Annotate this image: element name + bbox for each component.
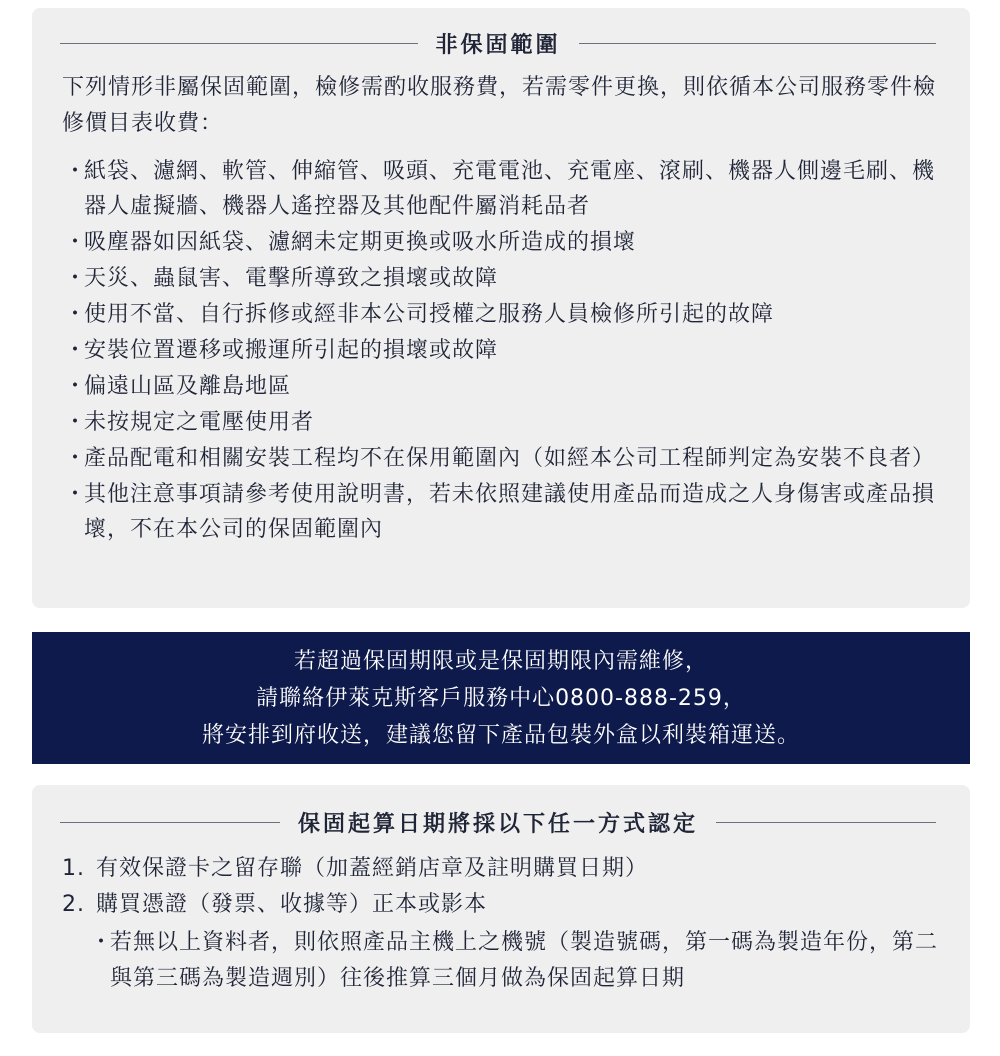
bullet-icon: ・ xyxy=(64,410,88,435)
warranty-start-note xyxy=(88,925,940,997)
warranty-start-panel xyxy=(32,785,970,1033)
exclusion-text: 安裝位置遷移或搬運所引起的損壞或故障 xyxy=(84,338,499,363)
warranty-start-list xyxy=(62,851,940,923)
banner-line: 若超過保固期限或是保固期限內需維修， xyxy=(293,648,708,674)
list-item xyxy=(62,851,940,887)
list-item xyxy=(62,887,940,923)
note-item xyxy=(88,925,940,997)
item-text: 購買憑證（發票、收據等）正本或影本 xyxy=(96,892,488,917)
header-rule-right xyxy=(716,822,936,823)
bullet-icon: ・ xyxy=(64,338,88,363)
exclusion-text: 天災、蟲鼠害、電擊所導致之損壞或故障 xyxy=(84,266,499,291)
bullet-icon: ・ xyxy=(64,482,88,507)
exclusion-text: 其他注意事項請參考使用說明書，若未依照建議使用產品而造成之人身傷害或產品損壞，不在本公司的保固範圍內 xyxy=(84,482,936,542)
item-text: 有效保證卡之留存聯（加蓋經銷店章及註明購買日期） xyxy=(96,856,649,881)
exclusions-header xyxy=(60,28,936,58)
exclusion-item xyxy=(62,441,940,476)
note-text: 若無以上資料者，則依照產品主機上之機號（製造號碼，第一碼為製造年份，第二與第三碼為製造週別）往後推算三個月做為保固起算日期 xyxy=(110,930,939,991)
exclusion-item xyxy=(62,333,940,368)
exclusions-panel xyxy=(32,8,970,608)
exclusion-text: 紙袋、濾網、軟管、伸縮管、吸頭、充電電池、充電座、滾刷、機器人側邊毛刷、機器人虛擬牆、機器人遙控器及其他配件屬消耗品者 xyxy=(84,159,936,219)
exclusion-item xyxy=(62,225,940,260)
exclusion-item xyxy=(62,297,940,332)
exclusion-item xyxy=(62,154,940,224)
warranty-start-title: 保固起算日期將採以下任一方式認定 xyxy=(298,811,699,837)
banner-line-phone: 請聯絡伊萊克斯客戶服務中心0800-888-259， xyxy=(256,685,746,711)
header-rule-left xyxy=(60,822,280,823)
exclusions-intro: 下列情形非屬保固範圍，檢修需酌收服務費，若需零件更換，則依循本公司服務零件檢修價目表收費： xyxy=(62,75,937,136)
exclusions-title: 非保固範圍 xyxy=(435,32,561,58)
bullet-icon: ・ xyxy=(64,230,88,255)
exclusion-text: 使用不當、自行拆修或經非本公司授權之服務人員檢修所引起的故障 xyxy=(84,302,775,327)
exclusion-item xyxy=(62,477,940,547)
bullet-icon: ・ xyxy=(64,159,88,184)
exclusions-list xyxy=(62,154,940,548)
item-number: 2. xyxy=(62,892,85,917)
warranty-start-header xyxy=(60,807,936,837)
exclusion-item xyxy=(62,369,940,404)
exclusion-text: 未按規定之電壓使用者 xyxy=(84,410,315,435)
bullet-icon: ・ xyxy=(64,446,88,471)
item-number: 1. xyxy=(62,856,85,881)
bullet-icon: ・ xyxy=(64,266,88,291)
bullet-icon: ・ xyxy=(64,374,88,399)
header-rule-right xyxy=(579,43,937,44)
exclusion-text: 偏遠山區及離島地區 xyxy=(84,374,292,399)
bullet-icon: ・ xyxy=(90,930,114,955)
exclusion-item xyxy=(62,261,940,296)
exclusion-item xyxy=(62,405,940,440)
header-rule-left xyxy=(60,43,418,44)
banner-line: 將安排到府收送，建議您留下產品包裝外盒以利裝箱運送。 xyxy=(201,722,800,748)
exclusion-text: 吸塵器如因紙袋、濾網未定期更換或吸水所造成的損壞 xyxy=(84,230,637,255)
exclusion-text: 產品配電和相關安裝工程均不在保用範圍內（如經本公司工程師判定為安裝不良者） xyxy=(84,446,936,471)
service-contact-banner xyxy=(32,632,970,764)
bullet-icon: ・ xyxy=(64,302,88,327)
